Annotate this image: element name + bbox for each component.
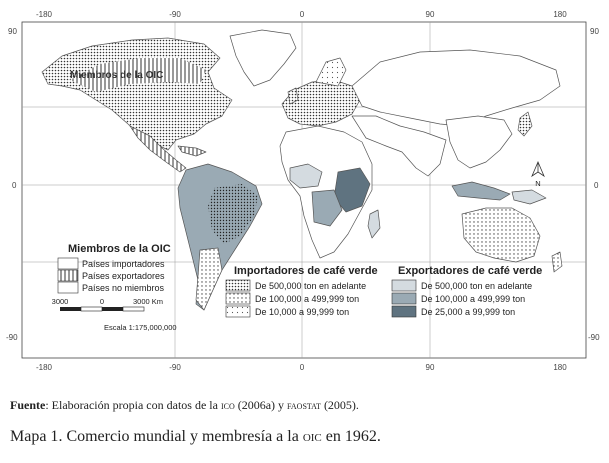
tick-lat-right-3: -90: [588, 333, 600, 342]
importers-legend-swatch-1: [226, 280, 250, 291]
scale-ratio: Escala 1:175,000,000: [104, 323, 177, 332]
figure-caption: [10, 428, 381, 446]
scale-seg-4: [123, 307, 144, 311]
caribbean: [178, 146, 206, 156]
figure-text-2: en 1962.: [321, 428, 381, 445]
source-caption: [10, 398, 359, 413]
lon-ticks-top: [36, 10, 567, 19]
exporters-legend-label-1: De 500,000 ton en adelante: [421, 281, 533, 291]
importers-legend-label-3: De 10,000 a 99,999 ton: [255, 307, 350, 317]
source-text-3: (2005).: [320, 398, 359, 412]
tick-lat-left-2: 0: [12, 181, 17, 190]
figure-abbr-oic: oic: [302, 428, 322, 445]
exporters-legend: [392, 265, 542, 317]
members-legend-swatch-importers: [58, 258, 78, 269]
lat-ticks-left: [6, 27, 18, 342]
exporters-legend-label-3: De 25,000 a 99,999 ton: [421, 307, 516, 317]
map-title: Miembros de la OIC: [70, 70, 164, 81]
scandinavia: [316, 58, 346, 86]
exporters-legend-title: Exportadores de café verde: [398, 265, 543, 277]
tick-lat-left-1: 90: [8, 27, 17, 36]
tick-lat-right-2: 0: [594, 181, 599, 190]
tick-lon-top-4: 90: [425, 10, 435, 19]
tick-lon-bottom-3: 0: [299, 363, 305, 372]
tick-lon-top-3: 0: [299, 10, 305, 19]
madagascar: [368, 210, 380, 238]
tick-lat-left-3: -90: [6, 333, 18, 342]
members-legend-title: Miembros de la OIC: [68, 243, 171, 255]
tick-lat-right-1: 90: [590, 27, 599, 36]
europe: [282, 80, 360, 126]
north-label: N: [535, 179, 541, 188]
scale-seg-3: [102, 307, 123, 311]
greenland: [230, 30, 296, 86]
tick-lon-top-2: -90: [169, 10, 181, 19]
scale-seg-1: [60, 307, 81, 311]
source-text-2: (2006a) y: [234, 398, 288, 412]
members-legend-swatch-nonmembers: [58, 282, 78, 293]
exporters-legend-swatch-3: [392, 306, 416, 317]
australia: [462, 208, 540, 262]
tick-lon-bottom-1: -180: [35, 363, 53, 372]
japan: [518, 112, 532, 136]
importers-legend-swatch-2: [226, 293, 250, 304]
indonesia: [452, 182, 510, 200]
tick-lon-bottom-4: 90: [425, 363, 435, 372]
members-legend-label-importers: Países importadores: [82, 259, 165, 269]
scale-label-right: 3000 Km: [132, 297, 164, 306]
southern-cone: [196, 248, 222, 310]
tick-lon-top-5: 180: [553, 10, 567, 19]
source-abbr-ico: ico: [220, 398, 235, 412]
tick-lon-bottom-2: -90: [169, 363, 181, 372]
china-se-asia: [446, 116, 512, 168]
importers-legend-label-1: De 500,000 ton en adelante: [255, 281, 367, 291]
new-guinea: [512, 190, 546, 204]
tick-lon-bottom-5: 180: [553, 363, 567, 372]
importers-legend-label-2: De 100,000 a 499,999 ton: [255, 294, 360, 304]
members-legend-swatch-exporters: [58, 270, 78, 281]
source-label: Fuente: [10, 398, 46, 412]
importers-legend-swatch-3: [226, 306, 250, 317]
figure-text-1: . Comercio mundial y membresía a la: [58, 428, 303, 445]
exporters-legend-swatch-1: [392, 280, 416, 291]
new-zealand: [552, 252, 562, 272]
tick-lon-top-1: -180: [35, 10, 53, 19]
members-legend-label-exporters: Países exportadores: [82, 271, 165, 281]
members-legend-label-nonmembers: Países no miembros: [82, 283, 165, 293]
importers-legend-title: Importadores de café verde: [234, 265, 378, 277]
scale-bar: [52, 297, 177, 332]
north-arrow: [532, 162, 544, 188]
source-text-1: : Elaboración propia con datos de la: [45, 398, 221, 412]
members-legend: [58, 243, 171, 293]
lat-ticks-right: [588, 27, 600, 342]
exporters-legend-label-2: De 100,000 a 499,999 ton: [421, 294, 526, 304]
figure-label: Mapa 1: [10, 428, 59, 445]
lon-ticks-bottom: [36, 363, 567, 372]
scale-label-zero: 0: [99, 297, 105, 306]
source-abbr-faostat: faostat: [287, 398, 321, 412]
exporters-legend-swatch-2: [392, 293, 416, 304]
scale-seg-2: [81, 307, 102, 311]
scale-label-left: 3000: [51, 297, 69, 306]
